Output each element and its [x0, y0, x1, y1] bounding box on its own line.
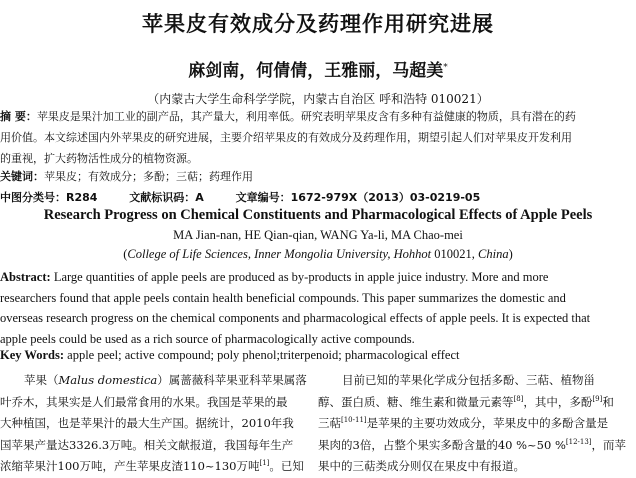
body-left-line-5: 浓缩苹果汁100万吨，产生苹果皮渣110~130万吨[1]。已知: [0, 459, 304, 473]
classification-line: [0, 189, 508, 205]
affil-en-country: China: [478, 247, 509, 261]
keywords-cn-text: 苹果皮；有效成分；多酚；三萜；药理作用: [44, 170, 253, 183]
article-number: 文章编号：1672-979X（2013）03-0219-05: [235, 191, 481, 204]
affil-en-close: ): [508, 247, 513, 261]
body-left-line-4: 国苹果产量达3326.3万吨。相关文献报道，我国每年生产: [0, 437, 294, 452]
affiliation-cn: （内蒙古大学生命科学学院，内蒙古自治区 呼和浩特 010021）: [147, 92, 489, 106]
abstract-cn-line-1: [0, 106, 628, 127]
body-right-line-5: 果中的三萜类成分则仅在果皮中有报道。: [318, 459, 525, 473]
body-left-line-3: 大种植国，也是苹果汁的最大生产国。据统计，2010年我: [0, 416, 294, 430]
body-right-line-3: 三萜[10-11]是苹果的主要功效成分，苹果皮中的多酚含量是: [318, 416, 609, 430]
abstract-cn-label: 摘 要：: [0, 110, 37, 123]
affil-en-open: (: [123, 247, 128, 261]
abstract-cn-text-1: 苹果皮是果汁加工业的副产品，其产量大，利用率低。研究表明苹果皮含有多种有益健康的物质，具有潜在的药: [36, 110, 576, 123]
document-code: 文献标识码：A: [129, 191, 204, 204]
body-right-line-2: 醇、蛋白质、糖、维生素和微量元素等[8]，其中，多酚[9]和: [318, 394, 614, 409]
abstract-cn: [0, 106, 628, 169]
authors-cn-names: 麻剑南，何倩倩，王雅丽，马超美: [188, 61, 444, 81]
keywords-cn-label: 关键词：: [0, 170, 44, 183]
keywords-cn: [0, 168, 253, 184]
body-left-line-2: 叶乔木，其果实是人们最常食用的水果。我国是苹果的最: [0, 394, 288, 409]
body-column-right: [318, 370, 636, 478]
affil-en-college: College of Life Sciences, Inner Mongolia University, Hohhot: [127, 247, 432, 261]
authors-en: MA Jian-nan, HE Qian-qian, WANG Ya-li, MA Chao-mei: [173, 228, 463, 242]
body-right-line-4: 果肉的3倍，占整个果实多酚含量的40 %~50 %[12-13]，而苹: [318, 437, 627, 452]
abstract-en-line-2: researchers found that apple peels contain health beneficial compounds. This paper summarizes the domestic and: [0, 290, 566, 305]
abstract-en-line-4: apple peels could be used as a rich source of pharmacologically active compounds.: [0, 331, 415, 346]
paper-title-cn: 苹果皮有效成分及药理作用研究进展: [142, 12, 494, 36]
abstract-en: [0, 267, 634, 349]
abstract-cn-line-2: 用价值。本文综述国内外苹果皮的研究进展，主要介绍苹果皮的有效成分及药理作用，期望引起人们对苹果皮开发利用: [0, 131, 572, 144]
body-column-left: [0, 370, 305, 478]
keywords-en-label: Key Words:: [0, 348, 65, 362]
abstract-cn-line-3: 的重视，扩大药物活性成分的植物资源。: [0, 152, 198, 165]
body-right-line-1: 目前已知的苹果化学成分包括多酚、三萜、植物甾: [342, 373, 595, 387]
class-number: 中图分类号：R284: [0, 191, 98, 204]
abstract-en-label: Abstract:: [0, 270, 51, 284]
abstract-en-line-3: overseas research progress on the chemical components and pharmacological effects of apple peels. It is expected that: [0, 311, 591, 325]
body-left-line-1: 苹果（Malus domestica）属蔷薇科苹果亚科苹果属落: [24, 373, 307, 387]
authors-cn: [0, 56, 636, 81]
abstract-en-text-1: Large quantities of apple peels are produced as by-products in apple juice industry. More and more: [50, 270, 549, 284]
affil-en-postcode: 010021,: [431, 247, 479, 261]
affiliation-en: [0, 247, 636, 262]
corresponding-mark: *: [443, 62, 448, 73]
keywords-en-text: apple peel; active compound; poly phenol;triterpenoid; pharmacological effect: [64, 348, 460, 362]
abstract-en-line-1: [0, 267, 634, 288]
paper-title-en: Research Progress on Chemical Constituents and Pharmacological Effects of Apple Peels: [43, 207, 593, 223]
keywords-en: [0, 348, 459, 363]
